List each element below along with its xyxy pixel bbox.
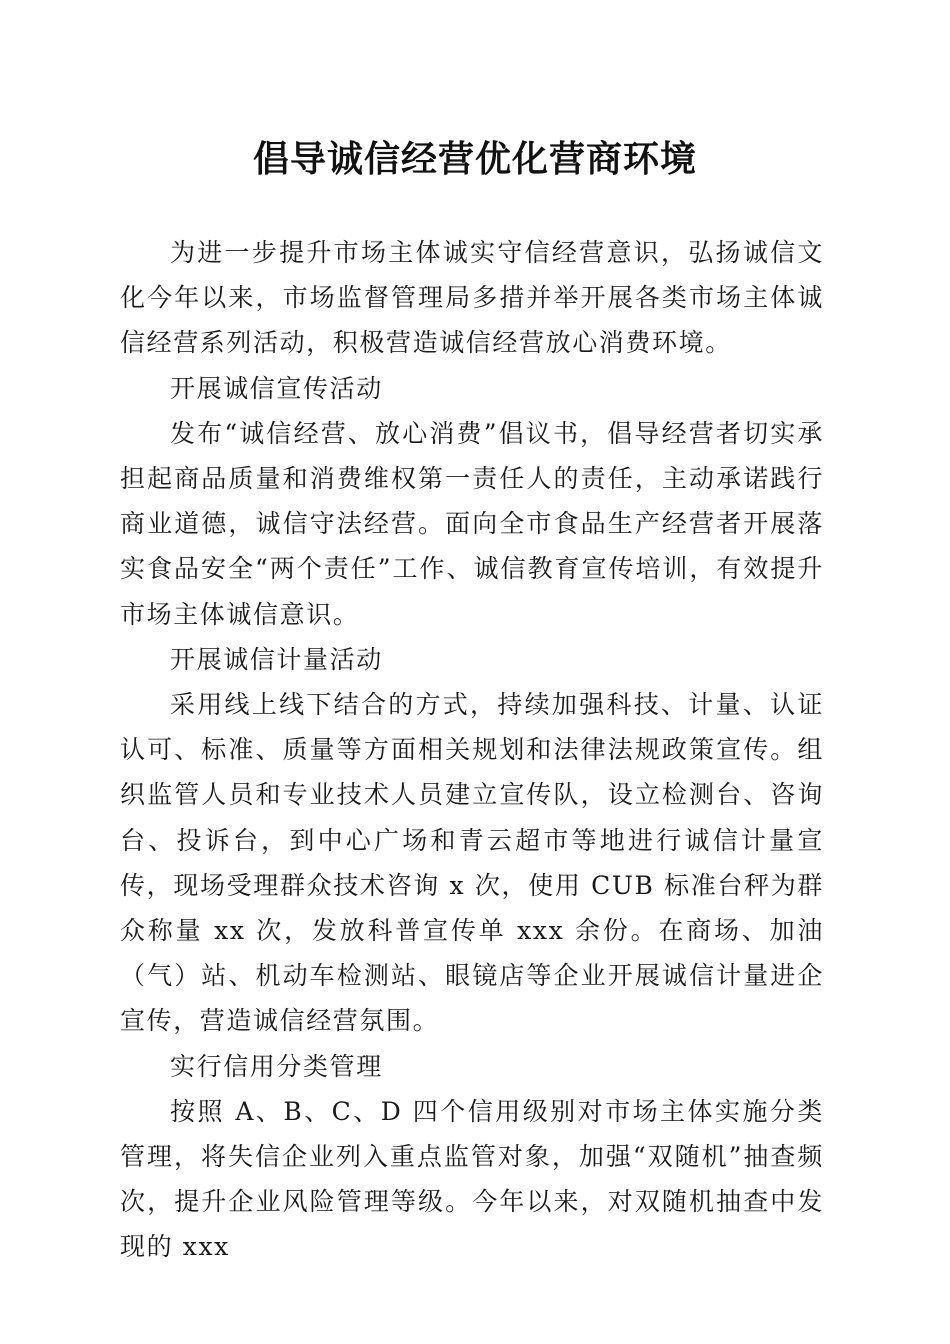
section-paragraph-metrology: 采用线上线下结合的方式，持续加强科技、计量、认证认可、标准、质量等方面相关规划和法律法规政策宣传。组织监管人员和专业技术人员建立宣传队，设立检测台、咨询台、投诉台，到中心广场和青云超市等地进行诚信计量宣传，现场受理群众技术咨询 x 次，使用 CUB 标准台秤为群众称量 xx 次，发放科普宣传单 xxx 余份。在商场、加油（气）站、机动车检测站、眼镜店等企业开展诚信计量进企宣传，营造诚信经营氛围。 [120, 690, 824, 1036]
section-paragraph-credit-management: 按照 A、B、C、D 四个信用级别对市场主体实施分类管理，将失信企业列入重点监管对象，加强“双随机”抽查频次，提升企业风险管理等级。今年以来，对双随机抽查中发现的 xxx [120, 1096, 824, 1262]
section-heading-publicity: 开展诚信宣传活动 [170, 373, 383, 403]
intro-paragraph: 为进一步提升市场主体诚实守信经营意识，弘扬诚信文化今年以来，市场监督管理局多措并举开展各类市场主体诚信经营系列活动，积极营造诚信经营放心消费环境。 [120, 238, 824, 358]
section-paragraph-publicity: 发布“诚信经营、放心消费”倡议书，倡导经营者切实承担起商品质量和消费维权第一责任人的责任，主动承诺践行商业道德，诚信守法经营。面向全市食品生产经营者开展落实食品安全“两个责任”工作、诚信教育宣传培训，有效提升市场主体诚信意识。 [120, 418, 824, 629]
section-heading-credit-management: 实行信用分类管理 [170, 1051, 383, 1081]
section-heading-metrology: 开展诚信计量活动 [170, 644, 383, 674]
document-body [120, 230, 824, 1270]
document-title: 倡导诚信经营优化营商环境 [252, 138, 697, 180]
